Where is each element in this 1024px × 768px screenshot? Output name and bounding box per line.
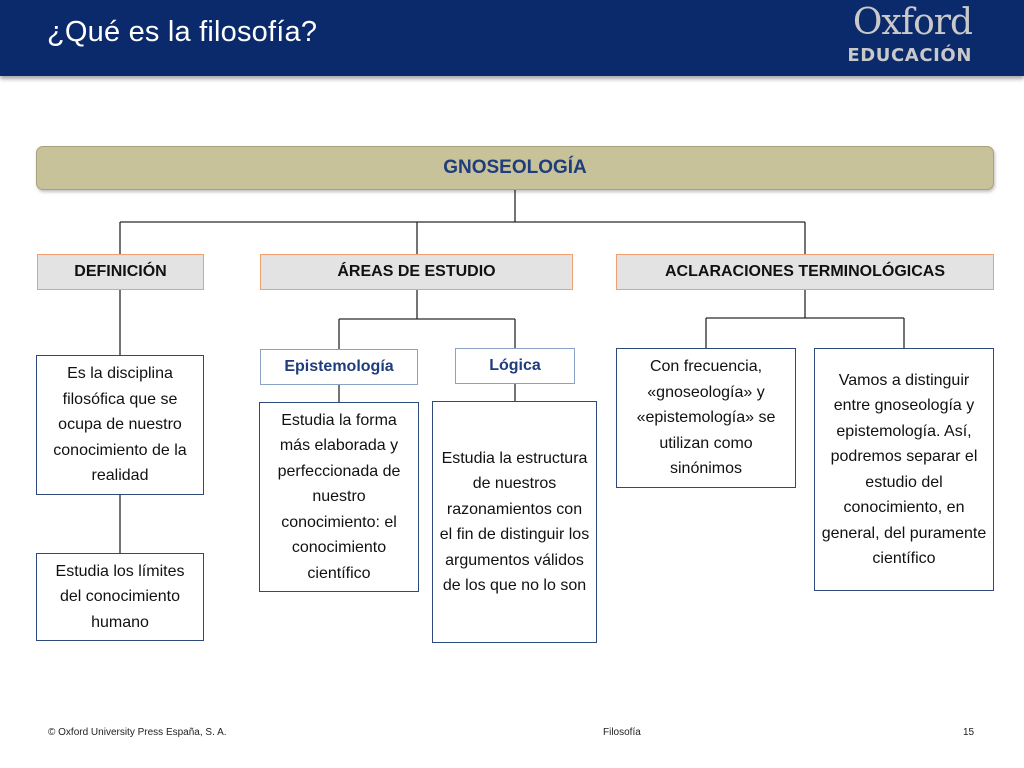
area-logica-label: Lógica [455,348,575,384]
footer-copyright: © Oxford University Press España, S. A. [48,727,227,738]
aclaracion-item-1: Con frecuencia, «gnoseología» y «epistemología» se utilizan como sinónimos [616,348,796,488]
oxford-logo-subtitle: EDUCACIÓN [847,45,972,66]
area-epistemologia-text: Estudia la forma más elaborada y perfeccionada de nuestro conocimiento: el conocimiento científico [259,402,419,592]
root-node-gnoseologia: GNOSEOLOGÍA [36,146,994,190]
definicion-item-2: Estudia los límites del conocimiento humano [36,553,204,641]
definicion-item-1: Es la disciplina filosófica que se ocupa de nuestro conocimiento de la realidad [36,355,204,495]
slide-title: ¿Qué es la filosofía? [47,16,318,48]
category-definicion: DEFINICIÓN [37,254,204,290]
footer-subject: Filosofía [603,727,641,738]
oxford-logo: Oxford [852,2,972,43]
aclaracion-item-2: Vamos a distinguir entre gnoseología y epistemología. Así, podremos separar el estudio del conocimiento, en general, del puramente científico [814,348,994,591]
category-areas-de-estudio: ÁREAS DE ESTUDIO [260,254,573,290]
area-epistemologia-label: Epistemología [260,349,418,385]
category-aclaraciones: ACLARACIONES TERMINOLÓGICAS [616,254,994,290]
area-logica-text: Estudia la estructura de nuestros razonamientos con el fin de distinguir los argumentos válidos de los que no lo son [432,401,597,643]
footer-page-number: 15 [963,727,975,738]
